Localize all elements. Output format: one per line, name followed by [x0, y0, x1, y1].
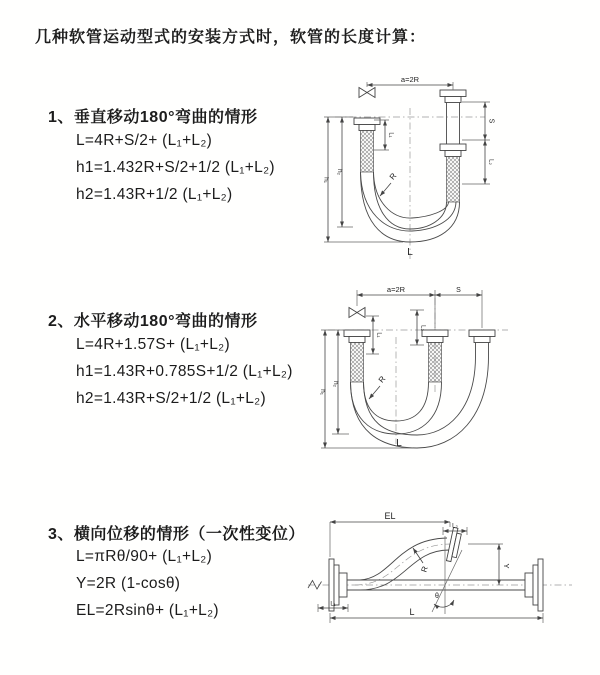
- braided-section: [351, 343, 364, 383]
- dim-label-a2r: a=2R: [400, 75, 420, 84]
- flange: [354, 118, 380, 125]
- section1-formula-h1: h1=1.432R+S/2+1/2 (L₁+L₂): [76, 159, 275, 176]
- axis-break-mark: [308, 581, 322, 590]
- flange-hub: [525, 573, 533, 597]
- valve-icon: [349, 308, 357, 318]
- dim-label-r: R: [387, 171, 399, 182]
- dim-label-h1: h₁: [319, 389, 326, 395]
- dim-label-s: S: [456, 287, 461, 294]
- section2-formula-h2: h2=1.43R+S/2+1/2 (L₁+L₂): [76, 390, 266, 407]
- flange: [334, 565, 339, 605]
- dim-label-l2: L₂: [452, 523, 458, 530]
- dim-label-theta: θ: [435, 593, 439, 600]
- valve-icon: [359, 88, 367, 98]
- middle-hose-end: [422, 330, 448, 382]
- flange: [538, 559, 543, 611]
- dim-label-l2: L₂: [487, 159, 494, 165]
- dim-label-h1: h₁: [322, 177, 330, 183]
- flange: [422, 330, 448, 337]
- left-hose-end: [354, 88, 380, 173]
- braided-section: [447, 157, 460, 203]
- centerlines: [335, 108, 485, 259]
- flange: [474, 337, 490, 343]
- section1-formula-h2: h2=1.43R+1/2 (L₁+L₂): [76, 186, 233, 203]
- dim-label-l1: L₁: [330, 601, 336, 608]
- dim-label-l: L: [409, 607, 415, 617]
- section1-formula-L: L=4R+S/2+ (L₁+L₂): [76, 132, 213, 149]
- section2-formula-L: L=4R+1.57S+ (L₁+L₂): [76, 336, 230, 353]
- dim-label-a2r: a=2R: [386, 285, 406, 294]
- dim-label-l: L: [407, 247, 413, 258]
- flange: [440, 144, 466, 151]
- valve-icon: [367, 88, 375, 98]
- dim-label-y: Y: [502, 563, 511, 569]
- dim-label-h2: h₂: [332, 380, 339, 388]
- section3-heading: 3、横向位移的情形（一次性变位）: [48, 526, 305, 543]
- flange: [427, 337, 443, 343]
- flange: [440, 90, 466, 97]
- section3-formula-EL: EL=2Rsinθ+ (L₁+L₂): [76, 602, 219, 619]
- flange-hub: [339, 573, 347, 597]
- hose-curves: [351, 356, 489, 448]
- flange: [445, 97, 461, 103]
- dimension-lines: [321, 290, 482, 448]
- diagram-lateral-displacement: [300, 500, 595, 650]
- section2-formula-h1: h1=1.43R+0.785S+1/2 (L₁+L₂): [76, 363, 293, 380]
- dim-label-el: EL: [384, 511, 396, 521]
- section3-formula-L: L=πRθ/90+ (L₁+L₂): [76, 548, 213, 565]
- dimension-lines: [318, 522, 543, 623]
- dim-label-h2: h₂: [336, 168, 343, 176]
- left-hose-end: [344, 308, 370, 383]
- dim-label-l: L: [396, 438, 402, 449]
- flange: [344, 330, 370, 337]
- flange: [359, 125, 375, 131]
- page-title: 几种软管运动型式的安装方式时，软管的长度计算：: [35, 29, 427, 46]
- dim-label-s: S: [487, 118, 495, 124]
- flange: [445, 151, 461, 157]
- diagram-horizontal-180-bend: [313, 282, 593, 450]
- right-hose-end: [440, 90, 466, 202]
- dim-label-r: R: [376, 374, 388, 385]
- dim-label-l2: L₂: [419, 325, 426, 331]
- braided-section: [361, 131, 374, 173]
- diagram-vertical-180-bend: [315, 72, 590, 262]
- section2-heading: 2、水平移动180°弯曲的情形: [48, 313, 258, 330]
- section3-formula-Y: Y=2R (1-cosθ): [76, 575, 181, 592]
- valve-icon: [357, 308, 365, 318]
- flange: [533, 565, 538, 605]
- flange: [469, 330, 495, 337]
- braided-section: [429, 343, 442, 383]
- dim-label-r: R: [419, 565, 430, 574]
- section1-heading: 1、垂直移动180°弯曲的情形: [48, 109, 258, 126]
- flange: [349, 337, 365, 343]
- dimension-labels: [330, 511, 511, 617]
- dimension-labels: [323, 75, 495, 258]
- dim-label-l1: L₁: [375, 332, 382, 338]
- dim-label-l1: L₁: [387, 132, 394, 138]
- right-hose-end: [469, 330, 495, 356]
